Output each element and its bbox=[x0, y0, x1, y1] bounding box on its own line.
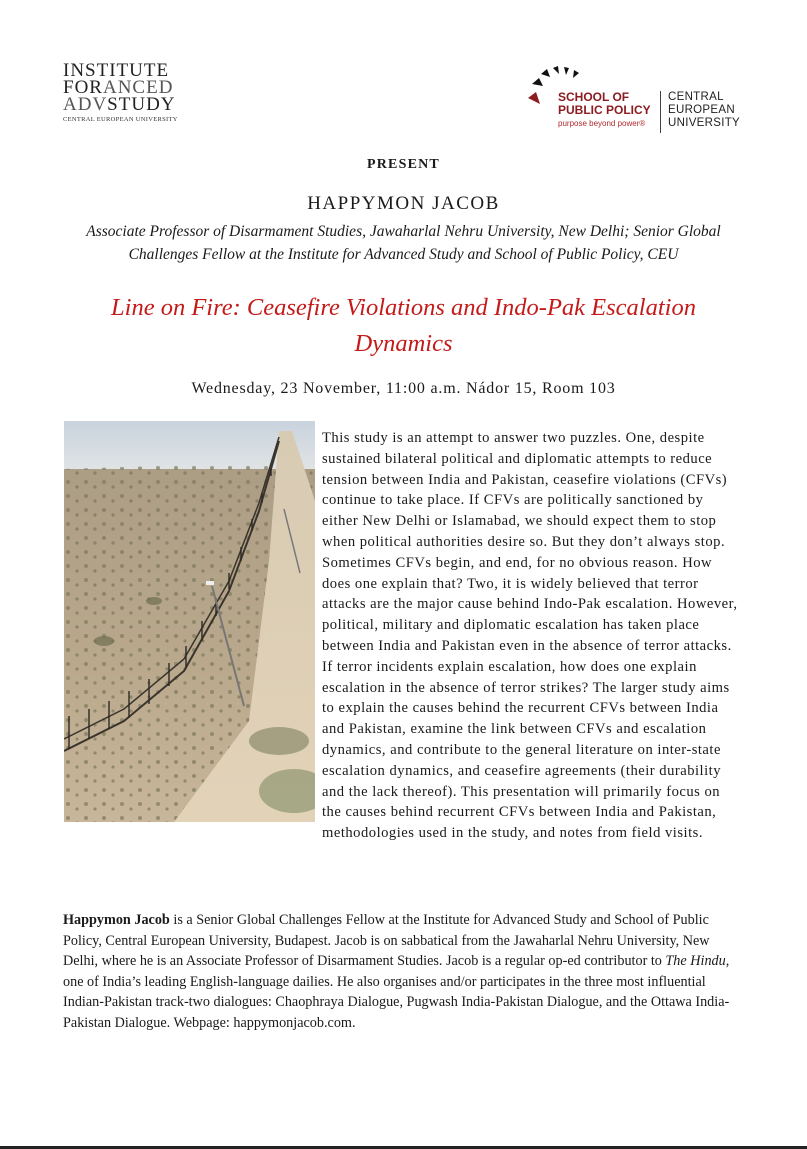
abstract-text: This study is an attempt to answer two puzzles. One, despite sustained bilateral political and diplomatic attempts to reduce tension between India and Pakistan, ceasefire violations (CFVs) continue to take place. If CFVs are politically sanctioned by either New Delhi or Islamabad, we should expect them to stop when political authorities desire so. But they don’t always stop. Sometimes CFVs begin, and end, for no obvious reason. How does one explain that? Two, it is widely believed that terror attacks are the major cause behind Indo-Pak escalation. However, political, military and diplomatic escalation has taken place between India and Pakistan even in the absence of terror attacks. If terror incidents explain escalation, how does one explain escalation in the absence of terror strikes? The larger study aims to explain the causes behind the recurrent CFVs between India and Pakistan, examine the link between CFVs and escalation dynamics, and contribute to the general literature on inter-state escalation dynamics, and ceasefire agreements (their durability and the lack thereof). This presentation will primarily focus on the causes behind recurrent CFVs between India and Pakistan, methodologies used in the study, and notes from field visits. bbox=[322, 430, 738, 842]
spp-line1: SCHOOL OF bbox=[558, 90, 630, 104]
spp-line2: PUBLIC POLICY bbox=[558, 103, 651, 117]
spp-logo bbox=[528, 66, 758, 138]
ias-logo-subtitle: CENTRAL EUROPEAN UNIVERSITY bbox=[63, 116, 178, 123]
speaker-affiliation: Associate Professor of Disarmament Studies, Jawaharlal Nehru University, New Delhi; Senior Global Challenges Fellow at the Institute for Advanced Study and School of Public Policy, CEU bbox=[86, 223, 721, 263]
event-datetime: Wednesday, 23 November, 11:00 a.m. Nádor 15, Room 103 bbox=[191, 380, 616, 397]
bio-name: Happymon Jacob bbox=[63, 912, 170, 928]
spp-text bbox=[558, 91, 651, 128]
bio-text-2: , one of India’s leading English-language dailies. He also organises and/or participates in the three most influential Indian-Pakistan track-two dialogues: Chaophraya Dialogue, Pugwash India-Pakistan Dialogue, and the Ottawa India-Pakistan Dialogue. Webpage: happymonjacob.com. bbox=[63, 953, 730, 1031]
speaker-name: HAPPYMON JACOB bbox=[307, 193, 500, 214]
photo-wrap-space bbox=[63, 428, 322, 825]
talk-title: Line on Fire: Ceasefire Violations and Indo-Pak Escalation Dynamics bbox=[111, 294, 696, 357]
ceu-wordmark: CENTRAL EUROPEAN UNIVERSITY bbox=[668, 91, 741, 129]
abstract bbox=[63, 428, 743, 844]
ias-logo-line2: FORANCED bbox=[63, 77, 174, 98]
bio-text-1: is a Senior Global Challenges Fellow at the Institute for Advanced Study and School of Public Policy, Central European University, Budapest. Jacob is on sabbatical from the Jawaharlal Nehru University, New Delhi, where he is an Associate Professor of Disarmament Studies. Jacob is a regular op-ed contributor to bbox=[63, 912, 710, 970]
ias-logo-line3: ADVSTUDY bbox=[63, 94, 176, 115]
present-label: PRESENT bbox=[367, 157, 440, 172]
bio-publication: The Hindu bbox=[665, 953, 726, 970]
ias-logo bbox=[63, 62, 193, 123]
ias-logo-line1: INSTITUTE bbox=[63, 60, 170, 81]
spp-tagline: purpose beyond power® bbox=[558, 119, 646, 128]
logo-divider bbox=[660, 91, 661, 133]
speaker-bio bbox=[63, 910, 745, 1034]
